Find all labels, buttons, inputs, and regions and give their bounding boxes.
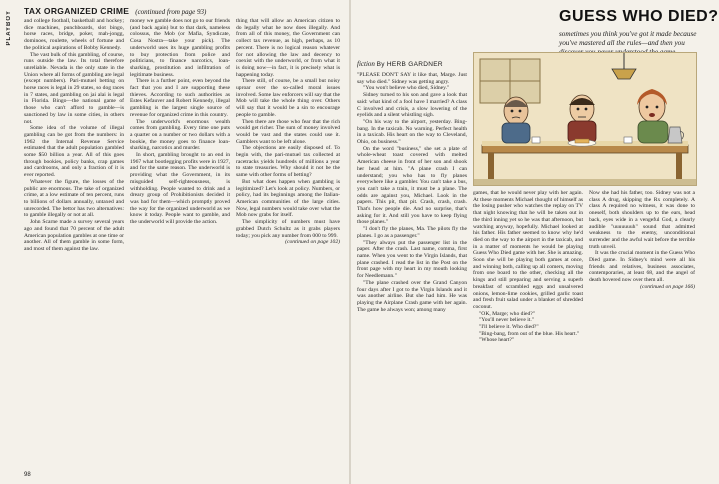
right-page [351, 0, 719, 484]
left-column-2 [130, 18, 230, 470]
continued-from-note: (continued from page 93) [135, 8, 207, 16]
family-breakfast-illustration [474, 53, 696, 185]
paragraph: Sidney turned to his son and gave a look that said: what kind of a fool have I married? A class C involved and crisis, a slow lowering of the eyelids and a silent whistling sigh. [357, 92, 467, 119]
paragraph: "PLEASE DON'T SAY it like that, Marge. Just say who died." Sidney was getting angry. [357, 72, 467, 85]
continued-on-note: (continued on page 102) [285, 239, 340, 246]
article-title: TAX ORGANIZED CRIME [24, 6, 130, 16]
paragraph: John Scarne made a survey several years ago and found that 70 percent of the adult American population gambles at one time or another. All of them gamble in some form, and most of them against the law. [24, 219, 124, 252]
page-number: 98 [24, 472, 31, 478]
left-page [0, 0, 349, 484]
paragraph: The objections are easily disposed of. To begin with, the pari-mutuel tax collected at racetracks yields hundreds of millions a year to state treasuries. Why should it not be the same with other forms of betting? [236, 145, 340, 179]
paragraph: "You'll never believe it." [479, 317, 535, 324]
paragraph: Then there are those who fear that the rich would get richer. The sum of money involved would be vast and the states could use it. Gamblers want to be left alone. [236, 118, 340, 145]
story-deck: sometimes you think you've got it made because you've mastered all the rules—and then you [559, 30, 697, 47]
paragraph: "OK, Marge; who died?" [479, 310, 536, 317]
paragraph: In short, gambling brought to an end in 1967 what bootlegging profits were in 1927, and for the same reason. The underworld is providing what the Government, in its misguided self-righteousness, is withholding. People wanted to drink and a dreary group of Prohibitionists decided it was bad for them—which promptly proved the way for the organized underworld as we know it today. People want to gamble, and the underworld will provide the action. [130, 152, 230, 226]
paragraph: "You won't believe who died, Sidney." [363, 85, 450, 92]
paragraph: Now she had his father, too. Sidney was not a class A drug, skipping the Rx completely. A class A required no witness, it was done to oneself, both shoulders up to the ears, head back, eyes wide in a vengeful God, a clearly audible "uuuuuuuh" sound that admitted weakness to the enemy, unconditional surrender and the awful wait before the terrible truth unveil. [589, 190, 695, 250]
paragraph: But what does happen when gambling is legitimized? Let's look at policy. Numbers, or policy, had its beginnings among the Italian-American communities of the large cities. Now, legal numbers would take over what the Mob now grabs for itself. [236, 178, 340, 219]
paragraph: The vast bulk of this gambling, of course, runs outside the law. Its total therefore unreliable. Nevada is the only state in the Union where all forms of gambling are legal (except numbers). Pari-mutuel betting on horse races is legal in 29 states, so dog races in 7 states, and gambling on jai alai is legal in Florida. Bingo—the national game of those who can't afford to gamble—is sanctioned by law in some cities, in others not. [24, 51, 124, 125]
right-column-2 [473, 190, 583, 470]
paragraph: "Bing-bang, from out of the blue. His heart." [479, 330, 580, 337]
magazine-vertical-label: PLAYBOY [6, 10, 12, 46]
paragraph: The underworld's enormous wealth comes from gambling. Every time one puts a quarter on a number or two dollars with a bookie, the money goes to finance loan-sharking, narcotics and murder. [130, 118, 230, 152]
paragraph: money we gamble does not go to our friends (and back again) but to that dark, nameless colossus, the Mob (or Mafia, Syndicate, Cosa Nostra—take your pick). The underworld uses its huge gambling profits to buy protection from police and politicians, to finance narcotics, loan-sharking, prostitution and infiltration of legitimate business. [130, 18, 230, 78]
right-column-3 [589, 190, 695, 470]
paragraph: thing that will allow an American citizen to do legally what he now does illegally. And from all of this money, the Government can collect tax revenue, as high, perhaps, as 10 percent. There is no logical reason whatever for not allowing the law and decency to coexist with the underworld, or from what it is doing now—in fact, it is precisely what is happening today. [236, 18, 340, 78]
paragraph: "On his way to the airport, yesterday. Bing-bang. In the taxicab. No warning. Perfect health in a taxicab. His heart on the way to Cleveland, Ohio, on business." [357, 118, 467, 146]
byline-genre: fiction [357, 60, 375, 68]
paragraph: "Whose heart?" [479, 337, 515, 344]
right-column-1 [357, 72, 467, 470]
running-head [24, 6, 344, 17]
paragraph: Some idea of the volume of illegal gambling can be got from the numbers: in 1962 the Internal Revenue Service estimated that the adult population gambled some $50 billion a year. All of this goes through bookies, policy banks, crap games and cardrooms, and only a fraction of it is ever reported. [24, 125, 124, 179]
paragraph: There is a further point, even beyond the fact that you and I are supporting these thieves. According to such authorities as Estes Kefauver and Robert Kennedy, illegal gambling is the largest single source of revenue for organized crime in this country. [130, 78, 230, 118]
paragraph: "I'll believe it. Who died?" [479, 324, 539, 331]
paragraph: "They always put the passenger list in the paper. After the crash. Last name, comma, first name. When you went to the Virgin Islands, that plane crashed. I read the list in the Post on the front page with my heart in my mouth looking for Needlemann." [357, 239, 467, 280]
paragraph: On the word "business," she set a plate of whole-wheat toast covered with melted American cheese in front of her son and shook her head at him. "A plane crash I can understand; you who has to fly planes everywhere like a gambler. You can't take a bus, you can't take a train, it must be a plane. The odds are against you, Michael. Look in the papers. This pit, that pit. Crash, crash, crash. That's how people die. And no surprise, that's asking for it. And still you have to keep flying those planes." [357, 145, 467, 226]
paragraph: There still, of course, be a small but noisy uproar over the so-called moral issues involved. Some law enforcers will say that the Mob will take the whole thing over. Others will say that it would be a sin to encourage people to gamble. [236, 78, 340, 118]
left-column-3 [236, 18, 340, 470]
continued-on-note: (continued on page 166) [640, 283, 695, 290]
left-column-1 [24, 18, 124, 470]
story-title: GUESS WHO DIED? [559, 8, 719, 25]
byline-author: By HERB GARDNER [376, 61, 443, 68]
paragraph: The simplicity of numbers must have grabbed Dutch Schultz as it grabs players today; you pick any number from 000 to 999. [236, 219, 340, 239]
illustration [473, 52, 697, 186]
paragraph: and college football, basketball and hockey; dice machines, punchboards, slot bingo, horse races, bridge, poker, mah-jongg, dominoes, roulette, wheels of fortune and the political aspirations of Bobby Kennedy. [24, 18, 124, 51]
paragraph: "The plane crashed over the Grand Canyon four days after I got to the Virgin Islands and it was another airline. But she had him. He was playing the Airplane Crash game with her again. The game he always won; among many [357, 279, 467, 313]
paragraph: games, that he would never play with her again. At these moments Michael thought of himself as the losing pusher who watches the replay on TV that night knowing that he will be taken out in the third inning yet so he was that afternoon, but watching anyway, hopefully. Michael looked at his father. His father seemed to know why he'd died on the way to the airport in the taxicab, and in a matter of moments he would be playing Guess Who Died game with her. She is amazing. Soon she will be playing both games at once, and winning both, calling up all comers, moving from one board to the other, checking all the kings and still preparing and serving a superb breakfast of scrambled eggs and unsalvered onions, lemon-lime cookies, grilled garlic toast and fresh fruit salad under a blanket of shredded coconut. [473, 190, 583, 310]
paragraph: It was the crucial moment in the Guess Who Died game. In Sidney's mind were all his friends and relatives, business associates, contemporaries, at least 68, and the angel of death hovered now over them all. [589, 250, 695, 284]
paragraph: Whatever the figure, the losses of the public are enormous. The take of organized crime, at a low estimate of ten percent, runs to billions of dollars annually, untaxed and unrecorded. The bettor has two alternatives: to gamble illegally or not at all. [24, 178, 124, 219]
paragraph: "I don't fly the planes, Ma. The pilots fly the planes. I go as a passenger." [357, 226, 467, 239]
